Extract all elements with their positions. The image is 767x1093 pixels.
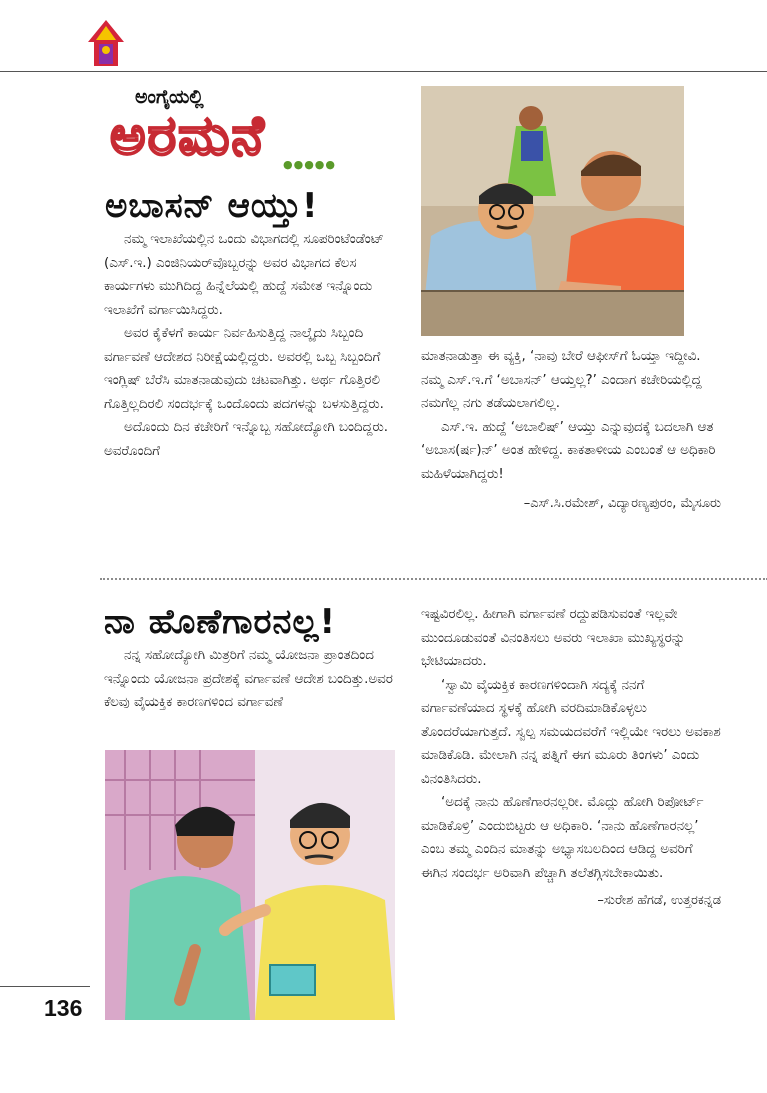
story1-left-para-2: ಅವರ ಕೈಕೆಳಗೆ ಕಾರ್ಯ ನಿರ್ವಹಿಸುತ್ತಿದ್ದ ನಾಲ್ಕೈದು ಸಿಬ್ಬಂದಿ ವರ್ಗಾವಣೆ ಆದೇಶದ ನಿರೀಕ್ಷೆಯಲ್ಲಿದ್ದರು. ಅವರಲ್ಲಿ ಒಬ್ಬ ಸಿಬ್ಬಂದಿಗೆ ಇಂಗ್ಲಿಷ್ ಬೆರೆಸಿ ಮಾತನಾಡುವುದು ಚಟವಾಗಿತ್ತು. ಅರ್ಥ ಗೊತ್ತಿರಲಿ ಗೊತ್ತಿಲ್ಲದಿರಲಿ ಸಂದರ್ಭಕ್ಕೆ ಒಂದೊಂದು ಪದಗಳನ್ನು ಬಳಸುತ್ತಿದ್ದರು. — [104, 326, 384, 412]
story2-right-para-1: ಇಷ್ಟವಿರಲಿಲ್ಲ. ಹೀಗಾಗಿ ವರ್ಗಾವಣೆ ರದ್ದುಪಡಿಸುವಂತೆ ಇಲ್ಲವೇ ಮುಂದೂಡುವಂತೆ ವಿನಂತಿಸಲು ಅವರು ಇಲಾಖಾ ಮುಖ್ಯಸ್ಥರನ್ನು ಭೇಟಿಯಾದರು. — [421, 607, 686, 669]
magazine-logo-icon — [86, 18, 126, 68]
story2-right-column — [421, 603, 721, 913]
story1-right-para-1: ಮಾತನಾಡುತ್ತಾ ಈ ವ್ಯಕ್ತಿ, ‘ನಾವು ಬೇರೆ ಆಫೀಸ್‌ಗೆ ಓಯ್ತಾ ಇದ್ದೀವಿ. ನಮ್ಮ ಎಸ್.ಇ.ಗೆ ‘ಅಬಾಸನ್’ ಆಯ್ತಲ್ಲ?’ ಎಂದಾಗ ಕಚೇರಿಯಲ್ಲಿದ್ದ ನಮಗೆಲ್ಲ ನಗು ತಡೆಯಲಾಗಲಿಲ್ಲ. — [421, 349, 702, 411]
header-rule — [0, 71, 767, 72]
story-divider — [100, 578, 767, 580]
page-number: 136 — [44, 995, 83, 1021]
story2-right-para-3: ‘ಅದಕ್ಕೆ ನಾನು ಹೊಣೆಗಾರನಲ್ಲರೀ. ಮೊದ್ಲು ಹೋಗಿ ರಿಪೋರ್ಟ್ ಮಾಡಿಕೊಳ್ರಿ’ ಎಂದುಬಿಟ್ಟರು ಆ ಅಧಿಕಾರಿ. ‘ನಾನು ಹೊಣೆಗಾರನಲ್ಲ’ ಎಂಬ ತಮ್ಮ ಎಂದಿನ ಮಾತನ್ನು ಅಭ್ಯಾಸಬಲದಿಂದ ಆಡಿದ್ದ ಅವರಿಗೆ ಈಗಿನ ಸಂದರ್ಭ ಅರಿವಾಗಿ ಪೆಚ್ಚಾಗಿ ತಲೆತಗ್ಗಿಸಬೇಕಾಯಿತು. — [421, 795, 704, 881]
masthead-small-title: ಅಂಗೈಯಲ್ಲಿ — [135, 86, 204, 108]
story2-illustration — [105, 750, 395, 1020]
story1-byline: –ಎಸ್.ಸಿ.ರಮೇಶ್, ವಿದ್ಯಾರಣ್ಯಪುರಂ, ಮೈಸೂರು — [523, 496, 721, 511]
story1-illustration — [421, 86, 684, 336]
masthead-big-title: ಅರಮನೆ — [110, 104, 266, 167]
story1-left-para-1: ನಮ್ಮ ಇಲಾಖೆಯಲ್ಲಿನ ಒಂದು ವಿಭಾಗದಲ್ಲಿ ಸೂಪರಿಂಟೆಂಡೆಂಟ್ (ಎಸ್.ಇ.) ಎಂಜಿನಿಯರ್‌ವೊಬ್ಬರನ್ನು ಅವರ ವಿಭಾಗದ ಕೆಲಸ ಕಾರ್ಯಗಳು ಮುಗಿದಿದ್ದ ಹಿನ್ನೆಲೆಯಲ್ಲಿ ಹುದ್ದೆ ಸಮೇತ ಇನ್ನೊಂದು ಇಲಾಖೆಗೆ ವರ್ಗಾಯಿಸಿದ್ದರು. — [104, 232, 384, 318]
story2-right-para-2: ‘ಸ್ವಾಮಿ ವೈಯಕ್ತಿಕ ಕಾರಣಗಳಿಂದಾಗಿ ಸದ್ಯಕ್ಕೆ ನನಗೆ ವರ್ಗಾವಣೆಯಾದ ಸ್ಥಳಕ್ಕೆ ಹೋಗಿ ವರದಿಮಾಡಿಕೊಳ್ಳಲು ತೊಂದರೆಯಾಗುತ್ತದೆ. ಸ್ವಲ್ಪ ಸಮಯದವರೆಗೆ ಇಲ್ಲಿಯೇ ಇರಲು ಅವಕಾಶ ಮಾಡಿಕೊಡಿ. ಮೇಲಾಗಿ ನನ್ನ ಪತ್ನಿಗೆ ಈಗ ಮೂರು ತಿಂಗಳು’ ಎಂದು ವಿನಂತಿಸಿದರು. — [421, 677, 721, 787]
story2-left-para-1: ನನ್ನ ಸಹೋದ್ಯೋಗಿ ಮಿತ್ರರಿಗೆ ನಮ್ಮ ಯೋಜನಾ ಪ್ರಾಂತದಿಂದ ಇನ್ನೊಂದು ಯೋಜನಾ ಪ್ರದೇಶಕ್ಕೆ ವರ್ಗಾವಣೆ ಆದೇಶ ಬಂದಿತ್ತು.ಅವರ ಕೆಲವು ವೈಯಕ್ತಿಕ ಕಾರಣಗಳಿಂದ ವರ್ಗಾವಣೆ — [104, 648, 393, 710]
story2-left-column — [104, 644, 401, 715]
section-masthead — [105, 86, 336, 176]
footer-rule — [0, 986, 90, 987]
story1-right-column — [421, 345, 721, 516]
story1-left-para-3: ಅದೊಂದು ದಿನ ಕಚೇರಿಗೆ ಇನ್ನೊಬ್ಬ ಸಹೋದ್ಯೋಗಿ ಬಂದಿದ್ದರು. ಅವರೊಂದಿಗೆ — [104, 420, 389, 459]
story2-title: ನಾ ಹೊಣೆಗಾರನಲ್ಲ! — [104, 602, 336, 642]
story2-byline: –ಸುರೇಶ ಹೆಗಡೆ, ಉತ್ತರಕನ್ನಡ — [597, 893, 721, 908]
story1-right-para-2: ಎಸ್.ಇ. ಹುದ್ದೆ ‘ಅಬಾಲಿಷ್’ ಆಯ್ತು ಎನ್ನುವುದಕ್ಕೆ ಬದಲಾಗಿ ಆತ ‘ಅಬಾಸ(ರ್ಷ)ನ್’ ಅಂತ ಹೇಳಿದ್ದ. ಕಾಕತಾಳೀಯ ಎಂಬಂತೆ ಆ ಅಧಿಕಾರಿ ಮಹಿಳೆಯಾಗಿದ್ದರು! — [421, 419, 716, 482]
story1-left-column — [104, 228, 399, 463]
story1-title: ಅಬಾಸನ್ ಆಯ್ತು! — [105, 186, 319, 226]
masthead-dots: ●●●●● — [283, 158, 336, 171]
